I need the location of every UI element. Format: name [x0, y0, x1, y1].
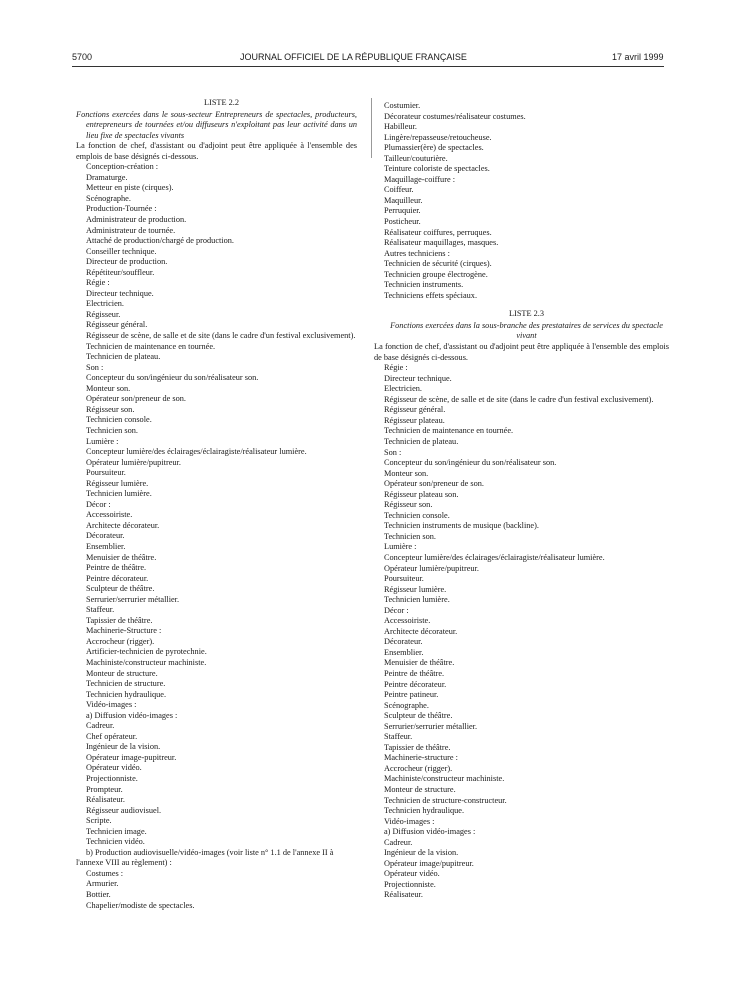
line-group: [86, 162, 357, 331]
list-item: Régisseur lumière.: [86, 478, 149, 488]
line-group: [384, 363, 669, 395]
list-item: Perruquier.: [384, 206, 421, 216]
list-item: Directeur technique.: [86, 288, 154, 298]
list-item: Opérateur son/preneur de son.: [86, 394, 186, 404]
line-group: [86, 869, 357, 911]
issue-date: 17 avril 1999: [612, 52, 664, 62]
list-item: Administrateur de tournée.: [86, 225, 176, 235]
list-item: Technicien de plateau.: [86, 352, 161, 362]
list-item: Scénographe.: [86, 193, 131, 203]
list-item: Technicien son.: [86, 425, 138, 435]
list-item: Machinerie-structure :: [384, 753, 458, 763]
list-item: Technicien lumière.: [384, 595, 450, 605]
list-title: LISTE 2.2: [203, 98, 240, 107]
list-item: Opérateur lumière/pupitreur.: [384, 563, 479, 573]
list-item: Projectionniste.: [384, 879, 436, 889]
list-item: Attaché de production/chargé de production.: [86, 236, 234, 246]
list-item: Cadreur.: [86, 721, 115, 731]
list-item: Accessoiriste.: [384, 616, 431, 626]
list-item: Autres techniciens :: [384, 248, 450, 258]
list-item: Costumes :: [86, 868, 124, 878]
list-intro: Fonctions exercées dans le sous-secteur Entrepreneurs de spectacles, producteurs, entrepreneurs de tournées et/ou diffuseurs n'exploitant pas leur activité dans un lieu fixe de spectacles vivants: [76, 109, 357, 140]
list-item: Régisseur plateau.: [384, 415, 445, 425]
list-item: Régie :: [86, 278, 110, 288]
right-column: [374, 101, 669, 901]
list-item: Ensemblier.: [86, 541, 126, 551]
list-item: Serrurier/serrurier métallier.: [86, 594, 180, 604]
list-item: Régisseur son.: [86, 404, 135, 414]
list-item: Technicien hydraulique.: [86, 689, 167, 699]
list-item: Production-Tournée :: [86, 204, 157, 214]
list-item: Scénographe.: [384, 700, 429, 710]
list-item: Accrocheur (rigger).: [384, 763, 453, 773]
list-item: Décorateur.: [384, 637, 423, 647]
list-item: Ingénieur de la vision.: [86, 742, 161, 752]
left-column: [76, 98, 357, 911]
list-item: Peintre de théâtre.: [384, 668, 445, 678]
list-item: Technicien de maintenance en tournée.: [86, 341, 216, 351]
list-item: Maquilleur.: [384, 195, 423, 205]
list-item: Monteur son.: [384, 468, 429, 478]
list-item: Réalisateur maquillages, masques.: [384, 238, 499, 248]
list-item: Peintre décorateur.: [384, 679, 447, 689]
list-item: Technicien image.: [86, 826, 147, 836]
list-item: Opérateur son/preneur de son.: [384, 479, 484, 489]
list-item: Réalisateur.: [384, 890, 423, 900]
list-item: Vidéo-images :: [384, 816, 435, 826]
list-item: Tailleur/couturière.: [384, 153, 448, 163]
list-item: Peintre décorateur.: [86, 573, 149, 583]
list-item: Electricien.: [384, 384, 423, 394]
list-item: Décor :: [384, 605, 409, 615]
list-item: Coiffeur.: [384, 185, 414, 195]
list-item: Posticheur.: [384, 217, 421, 227]
list-item: Régisseur général.: [86, 320, 148, 330]
page-header: [0, 52, 731, 66]
list-item: Poursuiteur.: [86, 468, 126, 478]
list-item: Monteur de structure.: [384, 785, 456, 794]
list-item: Régisseur lumière.: [384, 584, 447, 594]
list-item: Décorateur costumes/réalisateur costumes.: [384, 111, 526, 121]
list-item: Conception-création :: [86, 162, 159, 172]
list-item: Répétiteur/souffleur.: [86, 267, 155, 277]
list-item: Administrateur de production.: [86, 215, 187, 225]
list-item: Régisseur plateau son.: [384, 489, 459, 499]
list-item: Menuisier de théâtre.: [86, 552, 157, 562]
list-item: Lumière :: [384, 542, 417, 552]
list-item: Régisseur son.: [384, 500, 433, 510]
list-item: Réalisateur.: [86, 795, 125, 805]
list-item: Concepteur lumière/des éclairages/éclairagiste/réalisateur lumière.: [384, 552, 605, 562]
list-item: Machiniste/constructeur machiniste.: [384, 774, 505, 784]
list-item: Technicien de plateau.: [384, 436, 459, 446]
page-number: 5700: [72, 52, 93, 62]
list-item: Tapissier de théâtre.: [384, 742, 451, 752]
list-item: Peintre patineur.: [384, 690, 439, 700]
wrapped-line: Régisseur de scène, de salle et de site (dans le cadre d'un festival exclusivement).: [86, 331, 356, 341]
list-item: Technicien console.: [86, 415, 152, 425]
list-item: Concepteur lumière/des éclairages/éclairagiste/réalisateur lumière.: [86, 447, 307, 457]
list-item: Ingénieur de la vision.: [384, 848, 459, 858]
list-item: Artificier-technicien de pyrotechnie.: [86, 647, 207, 657]
list-item: Décor :: [86, 499, 111, 509]
list-item: Bottier.: [86, 890, 111, 900]
list-item: Réalisateur coiffures, perruques.: [384, 227, 492, 237]
list-item: Teinture coloriste de spectacles.: [384, 164, 490, 174]
list-item: Staffeur.: [384, 732, 413, 742]
list-item: Techniciens effets spéciaux.: [384, 290, 478, 300]
list-item: Régisseur.: [86, 309, 121, 319]
list-paragraph: La fonction de chef, d'assistant ou d'adjoint peut être appliquée à l'ensemble des emplois de base désignés ci-dessous.: [374, 342, 669, 362]
list-item: Concepteur du son/ingénieur du son/réalisateur son.: [86, 373, 259, 383]
list-item: Peintre de théâtre.: [86, 563, 147, 573]
list-item: Conseiller technique.: [86, 246, 157, 256]
list-item: Accessoiriste.: [86, 510, 133, 520]
list-item: a) Diffusion vidéo-images :: [86, 710, 178, 720]
journal-title: JOURNAL OFFICIEL DE LA RÉPUBLIQUE FRANÇAISE: [240, 52, 467, 62]
list-item: Technicien son.: [384, 531, 436, 541]
list-item: Opérateur lumière/pupitreur.: [86, 457, 181, 467]
list-item: Tapissier de théâtre.: [86, 615, 153, 625]
list-item: Prompteur.: [86, 784, 123, 794]
list-item: Plumassier(ère) de spectacles.: [384, 143, 484, 153]
list-item: Opérateur image-pupitreur.: [86, 752, 177, 762]
list-item: Technicien groupe électrogène.: [384, 269, 488, 279]
wrapped-line: b) Production audiovisuelle/vidéo-images (voir liste n° 1.1 de l'annexe II à l'annexe VIII au règlement) :: [76, 847, 334, 868]
list-item: Technicien instruments.: [384, 280, 464, 290]
line-group: [86, 342, 357, 848]
list-item: Technicien instruments de musique (backline).: [384, 521, 539, 531]
list-item: Lumière :: [86, 436, 119, 446]
list-item: Technicien de maintenance en tournée.: [384, 426, 514, 436]
list-item: Technicien de structure.: [86, 679, 166, 689]
list-item: Concepteur du son/ingénieur du son/réalisateur son.: [384, 458, 557, 468]
list-item: Architecte décorateur.: [384, 626, 458, 636]
column-divider: [371, 98, 372, 158]
list-item: Opérateur vidéo.: [384, 869, 440, 879]
list-item: Directeur technique.: [384, 373, 452, 383]
list-item: Technicien lumière.: [86, 489, 152, 499]
list-item: Régie :: [384, 363, 408, 373]
list-item: Cadreur.: [384, 837, 413, 847]
list-item: Metteur en piste (cirques).: [86, 183, 174, 193]
list-item: Ensemblier.: [384, 647, 424, 657]
list-item: Monteur son.: [86, 383, 131, 393]
list-item: Technicien de sécurité (cirques).: [384, 259, 492, 269]
list-item: Vidéo-images :: [86, 700, 137, 710]
list-item: Régisseur audiovisuel.: [86, 805, 162, 815]
list-item: Serrurier/serrurier métallier.: [384, 721, 478, 731]
list-item: Technicien hydraulique.: [384, 806, 465, 816]
list-item: Dramaturge.: [86, 172, 128, 182]
list-item: Architecte décorateur.: [86, 520, 160, 530]
list-item: Scripte.: [86, 816, 112, 826]
line-group: [384, 405, 669, 901]
list-item: Poursuiteur.: [384, 574, 424, 584]
list-item: Maquillage-coiffure :: [384, 174, 456, 184]
list-paragraph: La fonction de chef, d'assistant ou d'adjoint peut être appliquée à l'ensemble des emplois de base désignés ci-dessous.: [76, 141, 357, 161]
list-item: Armurier.: [86, 879, 119, 889]
list-item: Son :: [86, 362, 104, 372]
line-group: [384, 101, 669, 301]
list-item: Lingère/repasseuse/retoucheuse.: [384, 132, 492, 142]
list-item: Opérateur image/pupitreur.: [384, 858, 474, 868]
list-item: Régisseur général.: [384, 405, 446, 415]
list-item: Son :: [384, 447, 402, 457]
list-item: Costumier.: [384, 101, 421, 110]
list-item: Chef opérateur.: [86, 731, 138, 741]
list-item: Accrocheur (rigger).: [86, 636, 155, 646]
list-item: Electricien.: [86, 299, 125, 309]
list-item: Projectionniste.: [86, 774, 138, 783]
list-item: Sculpteur de théâtre.: [86, 584, 155, 594]
list-item: Chapelier/modiste de spectacles.: [86, 900, 195, 910]
list-item: Staffeur.: [86, 605, 115, 615]
list-item: a) Diffusion vidéo-images :: [384, 827, 476, 837]
list-item: Technicien de structure-constructeur.: [384, 795, 507, 805]
list-item: Menuisier de théâtre.: [384, 658, 455, 668]
wrapped-line: Régisseur de scène, de salle et de site (dans le cadre d'un festival exclusivement).: [384, 394, 654, 404]
list-item: Directeur de production.: [86, 257, 168, 267]
list-item: Technicien vidéo.: [86, 837, 145, 847]
list-item: Opérateur vidéo.: [86, 763, 142, 773]
header-rule: [72, 66, 664, 67]
list-item: Décorateur.: [86, 531, 125, 541]
list-item: Machiniste/constructeur machiniste.: [86, 657, 207, 667]
list-item: Monteur de structure.: [86, 668, 158, 678]
list-item: Machinerie-Structure :: [86, 626, 162, 636]
list-item: Sculpteur de théâtre.: [384, 711, 453, 721]
list-intro: Fonctions exercées dans la sous-branche des prestataires de services du spectacle vivant: [390, 320, 663, 341]
list-item: Technicien console.: [384, 510, 450, 520]
list-title: LISTE 2.3: [508, 309, 545, 319]
list-item: Habilleur.: [384, 122, 417, 132]
